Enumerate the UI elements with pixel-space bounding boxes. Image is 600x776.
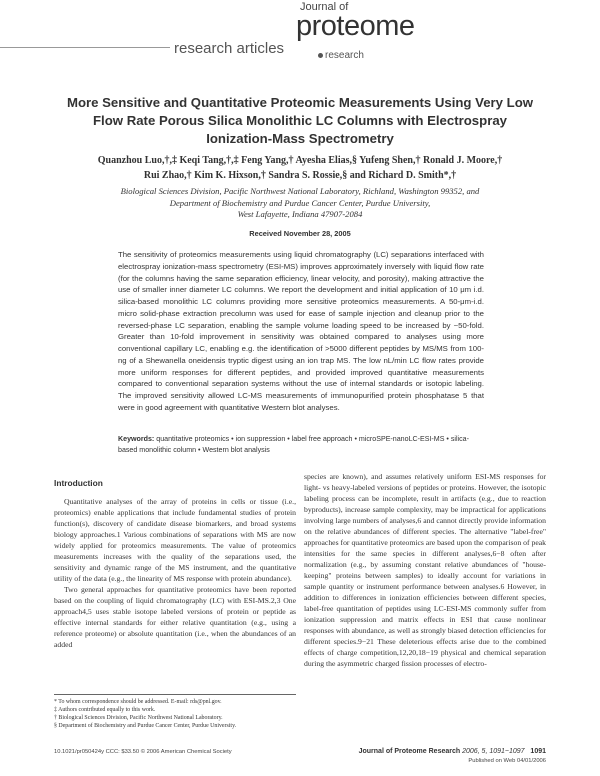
author-list — [60, 153, 540, 183]
affiliation-1: Biological Sciences Division, Pacific Northwest National Laboratory, Richland, Washington 99352, and — [120, 186, 480, 196]
left-column — [54, 478, 296, 650]
journal-name: Journal of Proteome Research — [358, 748, 461, 755]
research-label: research — [325, 50, 364, 61]
footnote-equal-contribution: ‡ Authors contributed equally to this work. — [54, 707, 156, 714]
doi-copyright-line: 10.1021/pr050424y CCC: $33.50 © 2006 American Chemical Society — [54, 749, 232, 755]
journal-masthead — [0, 0, 600, 70]
abstract: The sensitivity of proteomics measurements using liquid chromatography (LC) separations interfaced with electrospray ionization-mass spectrometry (ESI-MS) improves approximately inversely with liquid flow rate (for the columns having the same separation efficiency, linear velocity, and porosity), making attractive the use of smaller inner diameter LC columns. We report the development and initial application of 10 μm i.d. silica-based monolithic LC columns providing more sensitive proteomics measurements. A 50-μm-i.d. micro solid-phase extraction precolumn was used for ease of sample injection and cleanup prior to the reversed-phase LC separation, enabling the sample volume loading speed to be increased by ~50-fold. Greater than 10-fold improvement in sensitivity was obtained compared to analyses using more conventional capillary LC, enabling e.g. the identification of >5000 different peptides by MS/MS from 100-ng of a Shewanella oneidensis tryptic digest using an ion trap MS. The low nL/min LC flow rates provide more uniform responses for different peptides, and provided improved quantitative measurements compared to conventional separation systems without the use of internal standards or isotopic labeling. The improved sensitivity allowed LC-MS measurements of immunopurified protein phosphatase 5 that were in good agreement with quantitative Western blot analyses. — [118, 250, 484, 412]
bullet-icon — [318, 53, 323, 58]
article-title: More Sensitive and Quantitative Proteomic Measurements Using Very Low Flow Rate Porous Silica Monolithic LC Columns with Electrospray Ionization-Mass Spectrometry — [66, 95, 534, 146]
section-heading-introduction: Introduction — [54, 478, 103, 488]
published-on-web: Published on Web 04/01/2006 — [468, 758, 546, 764]
affiliations — [60, 186, 540, 221]
journal-logo-research — [318, 50, 364, 61]
journal-citation: 2006, 5, 1091−1097 — [462, 748, 525, 755]
right-column-paragraph: species are known), and assumes relatively uniform ESI-MS responses for light- vs heavy-labeled versions of peptides or proteins. However, the isotopic labeling process can be incomplete, result in artifacts (e.g., due to reaction byproducts), increase sample complexity, may be impractical for applications involving large numbers of analyses,6 and cannot directly provide information on the relative abundances of different species. The alternative "label-free" approaches for quantitative proteomics are based upon the comparison of peak intensities for the same species in different analyses,6−8 often after normalization (e.g., by assuming constant relative abundances of "house-keeping" proteins between samples) to ideally account for variations in sample quantity or instrument performance between analyses.6 However, in addition to differences in ionization efficiencies between different species, label-free quantitation of peptides using LC-ESI-MS commonly suffer from ionization suppression and matrix effects in ESI that cause nonlinear responses with abundance, as well as strongly biased detection efficiencies for different species.9−21 These deleterious effects arise due to the combined effects of charge competition,12,20,18−19 physical and chemical separation during the asymmetric charged fission processes of electro- — [304, 472, 546, 668]
keywords — [118, 434, 484, 455]
journal-of-label: Journal of — [300, 1, 349, 13]
right-column — [304, 471, 546, 669]
authors-line-1: Quanzhou Luo,†,‡ Keqi Tang,†,‡ Feng Yang,† Ayesha Elias,§ Yufeng Shen,† Ronald J. Moore,† — [97, 155, 503, 166]
journal-citation-footer — [334, 748, 546, 755]
footnote-affiliation-pnnl: † Biological Sciences Division, Pacific Northwest National Laboratory. — [54, 715, 223, 722]
keywords-label: Keywords: — [118, 435, 155, 443]
intro-paragraph-2: Two general approaches for quantitative proteomics have been reported based on the coupling of liquid chromatography (LC) with ESI-MS.2,3 One approach4,5 uses stable isotope labeled versions of protein or peptide as effective internal standards for either relative quantitation (e.g., using a reference proteome) or absolute quantitation (i.e., when the abundances of an added — [54, 585, 296, 649]
footnote-correspondence: * To whom correspondence should be addressed. E-mail: rds@pnl.gov. — [54, 699, 222, 705]
masthead-rule — [0, 47, 170, 48]
section-label: research articles — [174, 40, 285, 57]
keywords-list: quantitative proteomics • ion suppression • label free approach • microSPE-nanoLC-ESI-MS • silica-based monolithic column • Western blot analysis — [118, 435, 469, 454]
affiliation-2: Department of Biochemistry and Purdue Cancer Center, Purdue University, — [169, 197, 431, 208]
authors-line-2: Rui Zhao,† Kim K. Hixson,† Sandra S. Rossie,§ and Richard D. Smith*,† — [143, 170, 457, 181]
footnotes — [54, 694, 296, 730]
page-number: 1091 — [530, 748, 546, 755]
footnote-affiliation-purdue: § Department of Biochemistry and Purdue Cancer Center, Purdue University. — [54, 723, 237, 730]
affiliation-3: West Lafayette, Indiana 47907-2084 — [237, 209, 363, 219]
intro-paragraph-1: Quantitative analyses of the array of proteins in cells or tissue (i.e., proteomics) enable applications that include fundamental studies of protein function(s), discovery of candidate disease biomarkers, and broad systems biology approaches.1 Various combinations of separations with MS are now widely applied for proteomics measurements. The value of proteomics measurements increases with the quality of the separations used, the sensitivity and dynamic range of the MS instrument, and the quantitative utility of the data (e.g., the linearity of MS response with protein abundance). — [54, 497, 296, 583]
journal-logo-proteome: proteome — [296, 10, 415, 42]
received-date: Received November 28, 2005 — [249, 229, 351, 238]
